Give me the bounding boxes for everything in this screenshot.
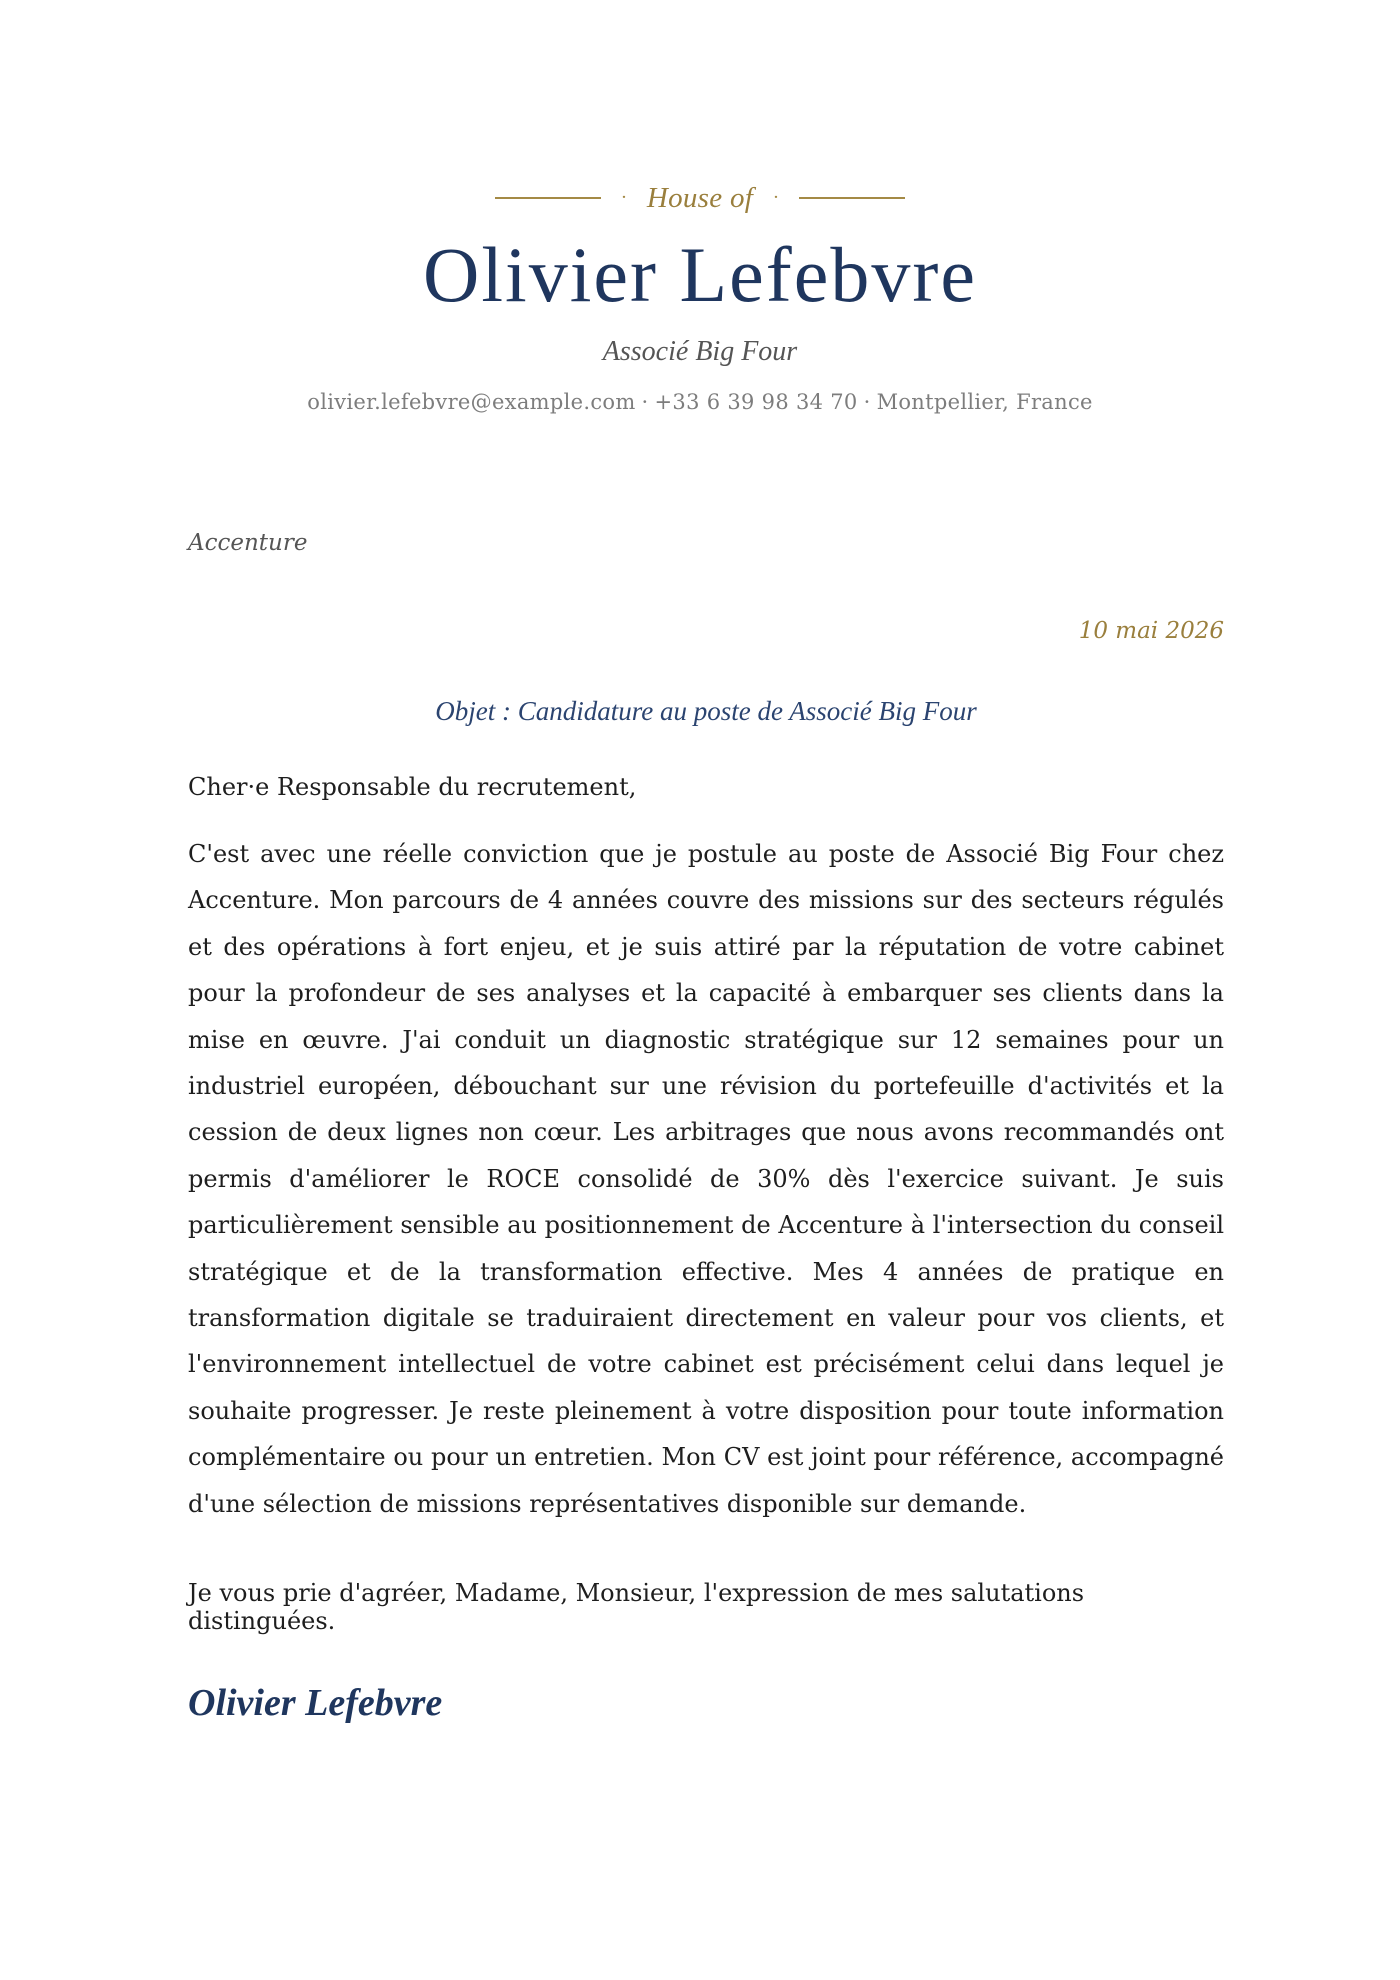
letter-content [188,530,1224,1725]
house-of-label: House of [646,181,754,214]
contact-location: Montpellier, France [876,389,1093,414]
contact-email: olivier.lefebvre@example.com [307,389,636,414]
right-dot-separator: · [773,187,779,208]
letter-body: C'est avec une réelle conviction que je postule au poste de Associé Big Four chez Accenture. Mon parcours de 4 années couvre des missions sur des secteurs régulés et des opérations à fort enjeu, et je suis attiré par la réputation de votre cabinet pour la profondeur de ses analyses et la capacité à embarquer ses clients dans la mise en œuvre. J'ai conduit un diagnostic stratégique sur 12 semaines pour un industriel européen, débouchant sur une révision du portefeuille d'activités et la cession de deux lignes non cœur. Les arbitrages que nous avons recommandés ont permis d'améliorer le ROCE consolidé de 30% dès l'exercice suivant. Je suis particulièrement sensible au positionnement de Accenture à l'intersection du conseil stratégique et de la transformation effective. Mes 4 années de pratique en transformation digitale se traduiraient directement en valeur pour vos clients, et l'environnement intellectuel de votre cabinet est précisément celui dans lequel je souhaite progresser. Je reste pleinement à votre disposition pour toute information complémentaire ou pour un entretien. Mon CV est joint pour référence, accompagné d'une sélection de missions représentatives disponible sur demande. [188,840,1224,1518]
letter-closing: Je vous prie d'agréer, Madame, Monsieur, l'expression de mes salutations distinguées. [188,1579,1085,1636]
letter-date: 10 mai 2026 [1078,618,1224,644]
right-decorative-rule [799,197,905,199]
contact-phone: +33 6 39 98 34 70 [654,389,858,414]
signature: Olivier Lefebvre [188,1682,443,1725]
contact-line [0,390,1400,414]
sender-role: Associé Big Four [602,335,798,367]
house-of-row [0,170,1400,226]
contact-separator: · [863,389,871,414]
recipient-company: Accenture [188,530,308,556]
sender-name: Olivier Lefebvre [423,231,977,318]
contact-separator: · [641,389,649,414]
left-decorative-rule [495,197,601,199]
letter-header [0,170,1400,414]
letter-subject: Objet : Candidature au poste de Associé Big Four [435,696,977,726]
left-dot-separator: · [621,187,627,208]
letter-greeting: Cher·e Responsable du recrutement, [188,773,637,801]
